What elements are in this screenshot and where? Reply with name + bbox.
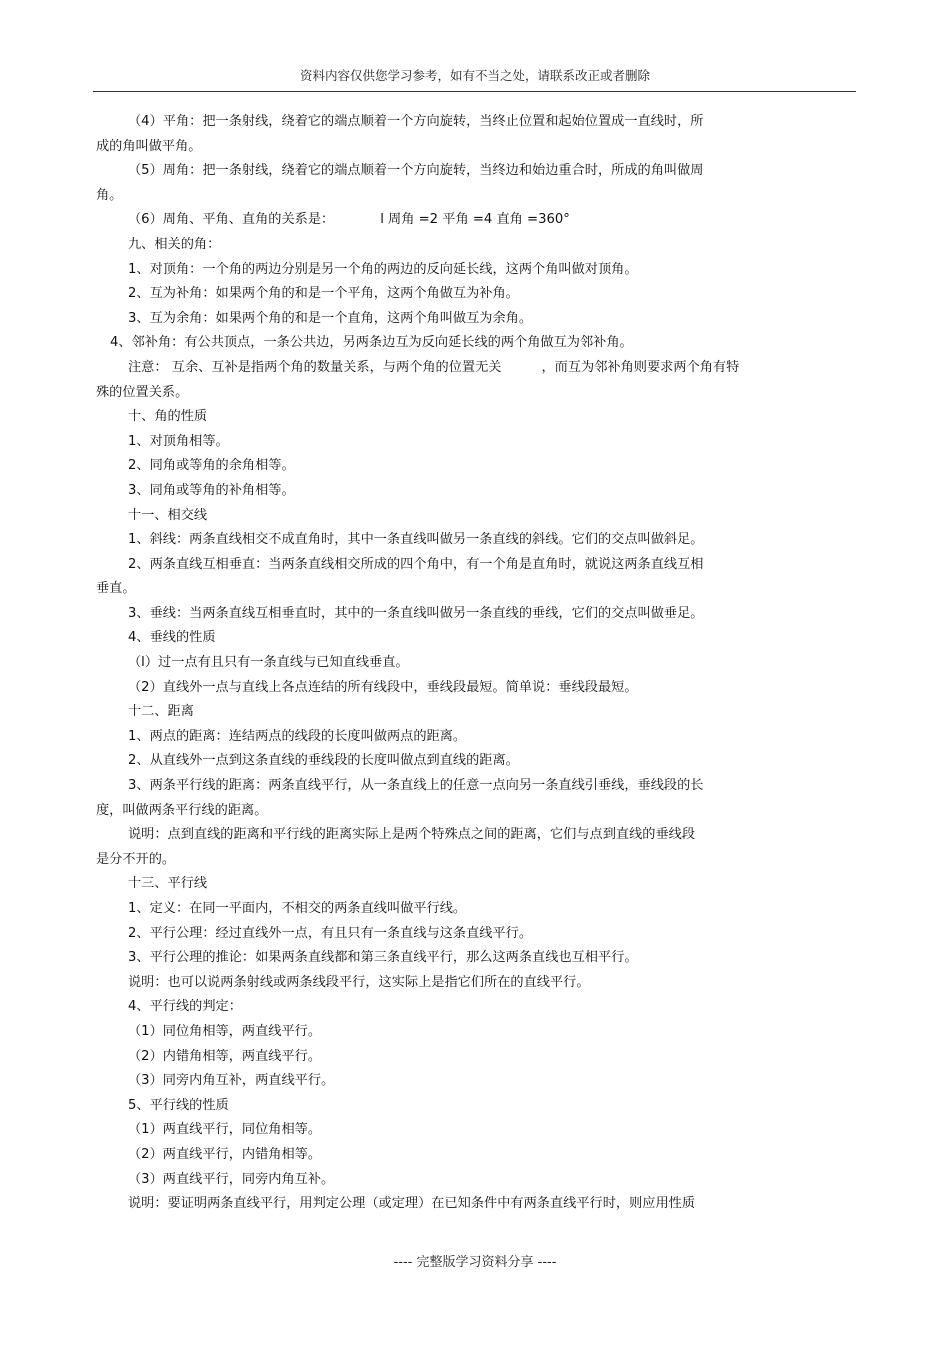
text-line: 3、两条平行线的距离：两条直线平行，从一条直线上的任意一点向另一条直线引垂线，垂线段的长	[128, 778, 704, 794]
text-line: 3、垂线：当两条直线互相垂直时，其中的一条直线叫做另一条直线的垂线，它们的交点叫做垂足。	[128, 605, 704, 621]
text-line: （3）两直线平行，同旁内角互补。	[128, 1171, 335, 1187]
text-line: 1、对顶角：一个角的两边分别是另一个角的两边的反向延长线，这两个角叫做对顶角。	[128, 261, 638, 277]
text-line: （1）同位角相等，两直线平行。	[128, 1023, 322, 1039]
header-divider	[93, 91, 856, 92]
page-footer: ---- 完整版学习资料分享 ----	[393, 1255, 557, 1270]
text-line: 2、互为补角：如果两个角的和是一个平角，这两个角做互为补角。	[128, 286, 519, 302]
text-line: 1、两点的距离：连结两点的线段的长度叫做两点的距离。	[128, 728, 467, 744]
document-body	[96, 110, 796, 1217]
text-line	[96, 208, 796, 233]
text-line: 2、两条直线互相垂直：当两条直线相交所成的四个角中，有一个角是直角时，就说这两条直线互相	[128, 556, 704, 572]
text-line	[96, 356, 796, 381]
text-line: 说明：要证明两条直线平行，用判定公理（或定理）在已知条件中有两条直线平行时，则应用性质	[128, 1196, 696, 1212]
section-heading: 十二、距离	[128, 704, 194, 720]
text-line: 3、互为余角：如果两个角的和是一个直角，这两个角叫做互为余角。	[128, 310, 533, 326]
text-line: 3、同角或等角的补角相等。	[128, 482, 295, 498]
section-heading: 十三、平行线	[128, 876, 208, 892]
text-line: 是分不开的。	[96, 851, 176, 867]
text-line: 成的角叫做平角。	[96, 138, 202, 154]
text-line: 说明：也可以说两条射线或两条线段平行，这实际上是指它们所在的直线平行。	[128, 974, 590, 990]
text-line: （2）两直线平行，内错角相等。	[128, 1146, 322, 1162]
text-line: （2）内错角相等，两直线平行。	[128, 1048, 322, 1064]
text-line: 1、斜线：两条直线相交不成直角时，其中一条直线叫做另一条直线的斜线。它们的交点叫做斜足。	[128, 532, 704, 548]
text-line: 垂直。	[96, 581, 136, 597]
text-line: 4、垂线的性质	[128, 630, 216, 646]
text-line: （2）直线外一点与直线上各点连结的所有线段中，垂线段最短。简单说：垂线段最短。	[128, 679, 638, 695]
text-line: 4、平行线的判定：	[128, 999, 242, 1015]
text-line: 5、平行线的性质	[128, 1097, 229, 1113]
text-line: 2、同角或等角的余角相等。	[128, 458, 295, 474]
text-line: （3）同旁内角互补，两直线平行。	[128, 1073, 335, 1089]
text-line: 1、定义：在同一平面内，不相交的两条直线叫做平行线。	[128, 901, 467, 916]
page-header: 资料内容仅供您学习参考，如有不当之处，请联系改正或者删除	[299, 68, 650, 83]
section-heading: 十、角的性质	[128, 409, 208, 425]
text-line: （l）过一点有且只有一条直线与已知直线垂直。	[128, 655, 409, 671]
text-segment: （6）周角、平角、直角的关系是：	[128, 212, 335, 228]
text-line: 3、平行公理的推论：如果两条直线都和第三条直线平行，那么这两条直线也互相平行。	[128, 950, 638, 966]
text-segment: l 周角 =2 平角 =4 直角 =360°	[380, 212, 570, 228]
text-line: （5）周角：把一条射线，绕着它的端点顺着一个方向旋转，当终边和始边重合时，所成的角叫做周	[128, 163, 704, 179]
text-line: （4）平角：把一条射线，绕着它的端点顺着一个方向旋转，当终止位置和起始位置成一直线时，所	[128, 114, 704, 129]
text-line: 度，叫做两条平行线的距离。	[96, 802, 268, 818]
text-segment: ，而互为邻补角则要求两个角有特	[541, 359, 740, 375]
section-heading: 九、相关的角：	[128, 236, 221, 252]
section-heading: 十一、相交线	[128, 507, 208, 523]
text-segment: 注意： 互余、互补是指两个角的数量关系，与两个角的位置无关	[128, 359, 502, 375]
text-line: （1）两直线平行，同位角相等。	[128, 1122, 322, 1138]
text-line: 2、平行公理：经过直线外一点，有且只有一条直线与这条直线平行。	[128, 925, 533, 941]
text-line: 1、对顶角相等。	[128, 433, 229, 449]
text-line: 殊的位置关系。	[96, 384, 189, 400]
text-line: 角。	[96, 187, 123, 203]
text-line: 说明：点到直线的距离和平行线的距离实际上是两个特殊点之间的距离，它们与点到直线的垂线段	[128, 827, 696, 843]
text-line: 4、邻补角：有公共顶点，一条公共边，另两条边互为反向延长线的两个角做互为邻补角。	[110, 335, 633, 351]
text-line: 2、从直线外一点到这条直线的垂线段的长度叫做点到直线的距离。	[128, 753, 519, 769]
